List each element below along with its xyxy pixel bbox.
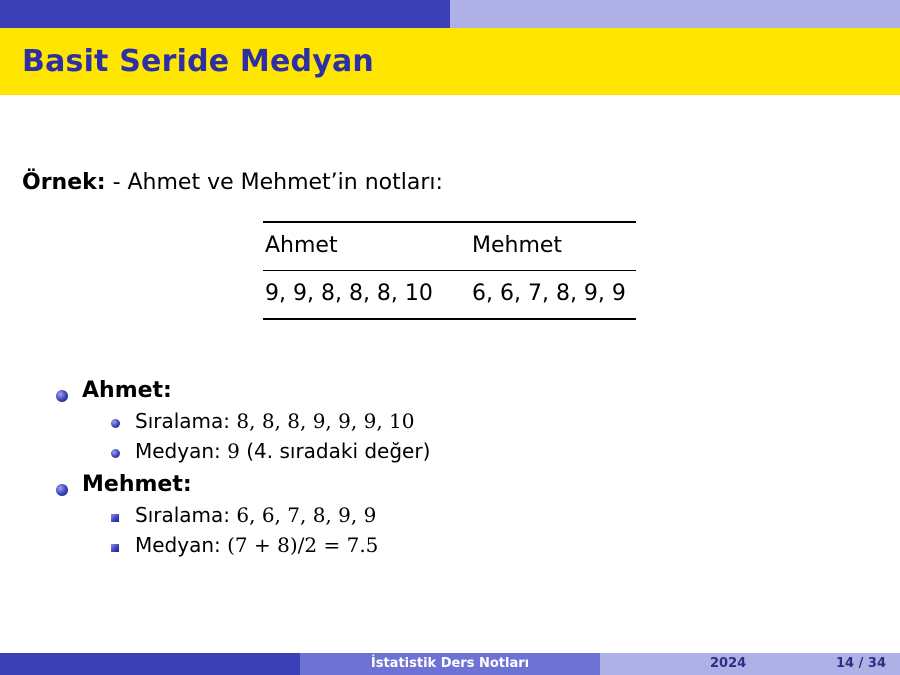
ahmet-medyan xyxy=(135,439,430,463)
footer-year: 2024 xyxy=(710,656,747,671)
sub-bullet-ball-icon xyxy=(111,449,120,458)
top-navigation-bar xyxy=(0,0,900,28)
footer-center-segment xyxy=(300,653,600,675)
example-label: Örnek: xyxy=(22,170,106,195)
table-cell-ahmet: 9, 9, 8, 8, 8, 10 xyxy=(265,281,433,306)
table-header-mehmet: Mehmet xyxy=(472,233,563,258)
bullet-ball-icon xyxy=(56,390,68,402)
footer-page-number: 14 / 34 xyxy=(836,656,886,671)
top-bar-right-segment xyxy=(450,0,900,28)
footer-bar xyxy=(0,653,900,675)
ahmet-siralama-value: 8, 8, 8, 9, 9, 9, 10 xyxy=(236,409,415,433)
slide-title: Basit Seride Medyan xyxy=(22,44,374,79)
mehmet-medyan-value: (7 + 8)/2 = 7.5 xyxy=(227,533,379,557)
table-row xyxy=(263,271,636,318)
grades-table xyxy=(263,221,636,320)
ahmet-medyan-label: Medyan: xyxy=(135,439,221,463)
bullet-ball-icon xyxy=(56,484,68,496)
footer-right-segment xyxy=(600,653,900,675)
mehmet-medyan xyxy=(135,533,378,557)
example-text: - Ahmet ve Mehmet’in notları: xyxy=(105,170,443,195)
table-header-row xyxy=(263,223,636,270)
table-header-ahmet: Ahmet xyxy=(265,233,338,258)
ahmet-medyan-value: 9 xyxy=(227,439,240,463)
sub-bullet-square-icon xyxy=(111,514,119,522)
table-cell-mehmet: 6, 6, 7, 8, 9, 9 xyxy=(472,281,626,306)
mehmet-siralama xyxy=(135,503,376,527)
bullet-ahmet: Ahmet: xyxy=(82,378,172,403)
sub-bullet-ball-icon xyxy=(111,419,120,428)
bullet-mehmet: Mehmet: xyxy=(82,472,192,497)
title-bar xyxy=(0,28,900,95)
mehmet-medyan-label: Medyan: xyxy=(135,533,221,557)
sub-bullet-square-icon xyxy=(111,544,119,552)
example-line xyxy=(22,170,443,195)
ahmet-medyan-note: (4. sıradaki değer) xyxy=(246,439,431,463)
table-bottom-rule xyxy=(263,318,636,320)
top-bar-left-segment xyxy=(0,0,450,28)
footer-left-segment xyxy=(0,653,300,675)
footer-course-title: İstatistik Ders Notları xyxy=(370,656,530,671)
ahmet-siralama xyxy=(135,409,414,433)
ahmet-siralama-label: Sıralama: xyxy=(135,409,231,433)
mehmet-siralama-label: Sıralama: xyxy=(135,503,231,527)
mehmet-siralama-value: 6, 6, 7, 8, 9, 9 xyxy=(236,503,377,527)
